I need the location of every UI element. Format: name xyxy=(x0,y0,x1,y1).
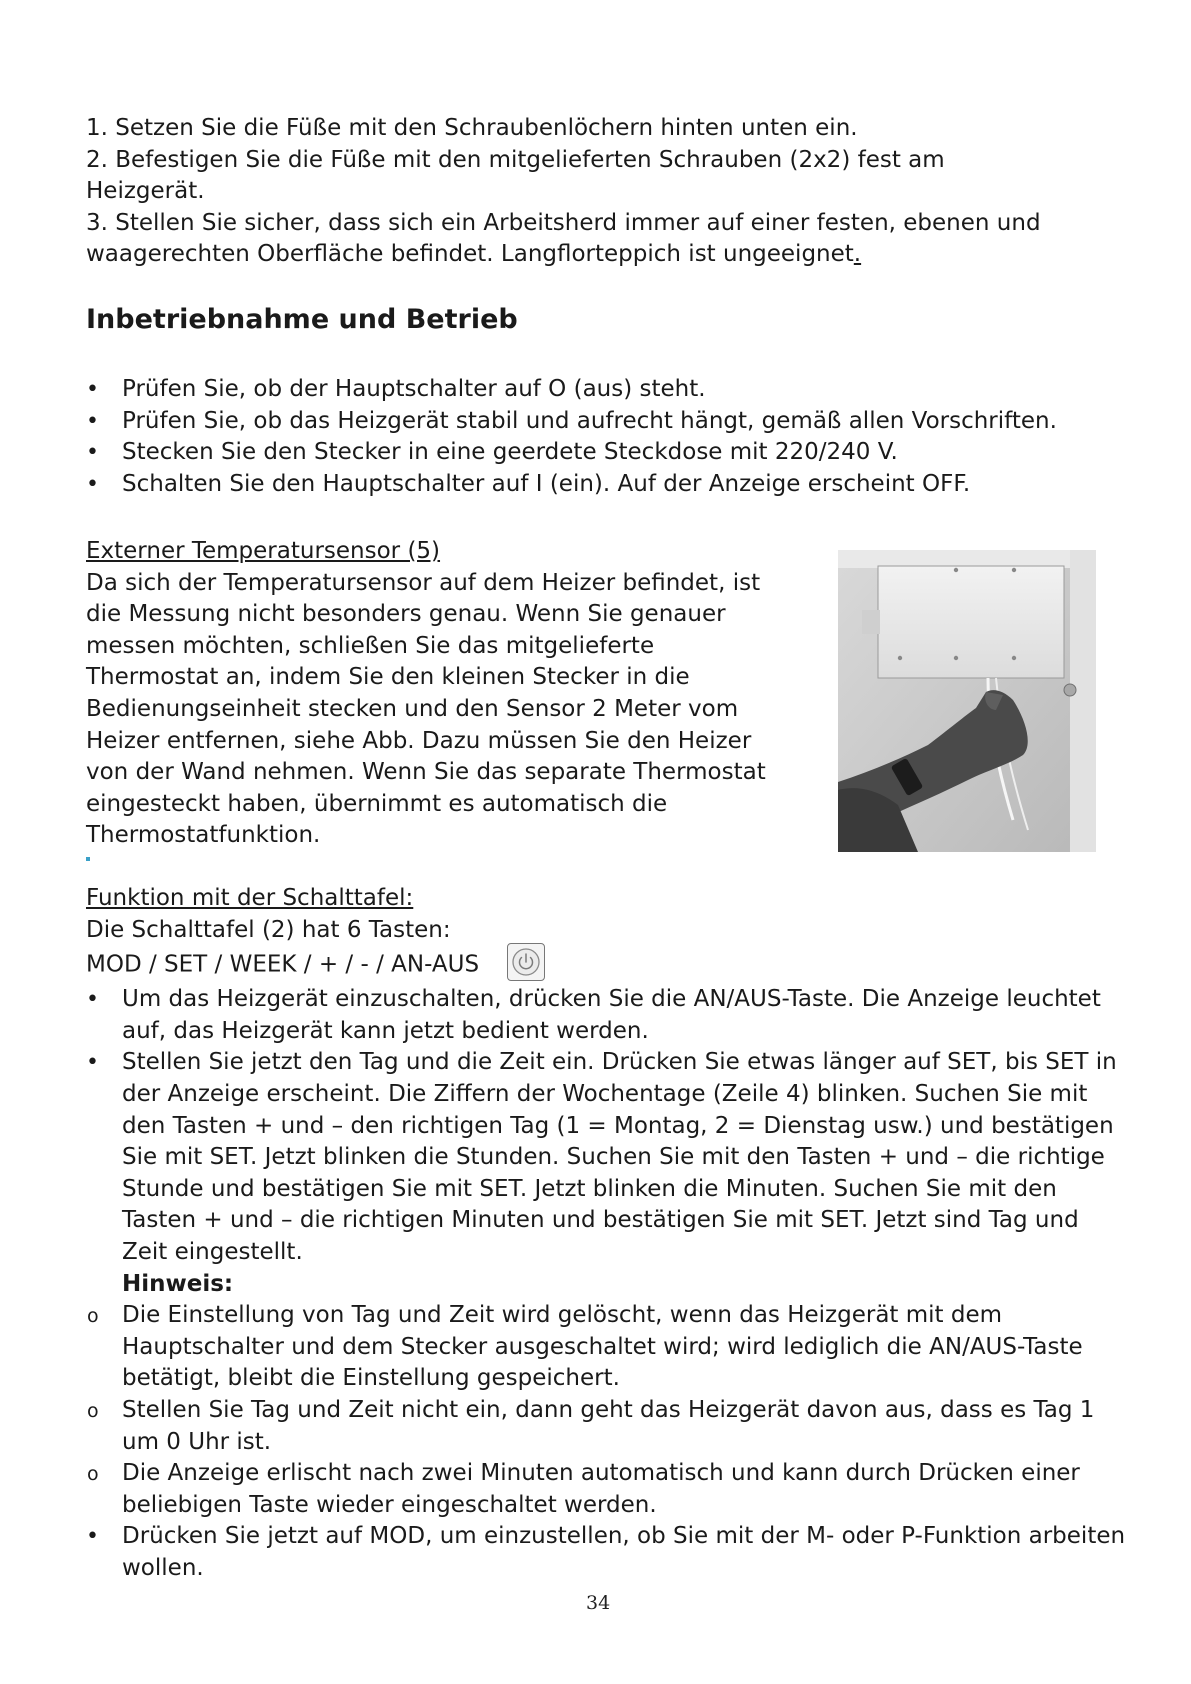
panel-section xyxy=(86,883,1126,1584)
step-2-cont: Heizgerät. xyxy=(86,178,205,205)
list-item xyxy=(86,1047,1126,1521)
sensor-line: messen möchten, schließen Sie das mitgelieferte xyxy=(86,632,655,659)
sensor-line: die Messung nicht besonders genau. Wenn Sie genauer xyxy=(86,601,726,628)
power-button-image xyxy=(507,943,545,981)
note-list xyxy=(86,1300,1126,1521)
list-item: • Schalten Sie den Hauptschalter auf I (ein). Auf der Anzeige erscheint OFF. xyxy=(86,469,1146,501)
list-item: • Um das Heizgerät einzuschalten, drücken Sie die AN/AUS-Taste. Die Anzeige leuchtet auf, das Heizgerät kann jetzt bedient werden. xyxy=(86,984,1126,1047)
assembly-steps xyxy=(86,113,1041,271)
panel-line-1: Die Schalttafel (2) hat 6 Tasten: xyxy=(86,916,451,943)
note-label: Hinweis: xyxy=(122,1270,234,1297)
step-3: 3. Stellen Sie sicher, dass sich ein Arbeitsherd immer auf einer festen, ebenen und xyxy=(86,209,1041,236)
stray-dot xyxy=(86,857,90,861)
panel-title: Funktion mit der Schalttafel: xyxy=(86,885,414,911)
sensor-section xyxy=(86,536,806,852)
sensor-line: Bedienungseinheit stecken und den Sensor 2 Meter vom xyxy=(86,695,739,722)
sensor-line: Thermostat an, indem Sie den kleinen Stecker in die xyxy=(86,664,690,691)
panel-keys: MOD / SET / WEEK / + / - / AN-AUS xyxy=(86,951,480,978)
note-item: o Die Einstellung von Tag und Zeit wird gelöscht, wenn das Heizgerät mit dem Hauptschalter und dem Stecker ausgeschaltet wird; wird lediglich die AN/AUS-Taste betätigt, bleibt die Einstellung gespeichert. xyxy=(86,1300,1126,1395)
list-item: • Stecken Sie den Stecker in eine geerdete Steckdose mit 220/240 V. xyxy=(86,437,1146,469)
list-item: • Drücken Sie jetzt auf MOD, um einzustellen, ob Sie mit der M- oder P-Funktion arbeiten wollen. xyxy=(86,1521,1126,1584)
page-number: 34 xyxy=(586,1592,611,1614)
step-3-period: . xyxy=(853,241,862,268)
step-1: 1. Setzen Sie die Füße mit den Schraubenlöchern hinten unten ein. xyxy=(86,115,858,141)
section-heading: Inbetriebnahme und Betrieb xyxy=(86,304,518,335)
note-item: o Die Anzeige erlischt nach zwei Minuten automatisch und kann durch Drücken einer beliebigen Taste wieder eingeschaltet werden. xyxy=(86,1458,1126,1521)
list-item: • Prüfen Sie, ob der Hauptschalter auf O (aus) steht. xyxy=(86,374,1146,406)
operation-list xyxy=(86,374,1146,500)
sensor-line: Da sich der Temperatursensor auf dem Heizer befindet, ist xyxy=(86,569,761,596)
panel-list xyxy=(86,984,1126,1584)
step-3-text: waagerechten Oberfläche befindet. Langflorteppich ist ungeeignet xyxy=(86,241,854,268)
step-2: 2. Befestigen Sie die Füße mit den mitgelieferten Schrauben (2x2) fest am xyxy=(86,146,945,173)
sensor-title: Externer Temperatursensor (5) xyxy=(86,538,441,564)
list-item-text: Stellen Sie jetzt den Tag und die Zeit ein. Drücken Sie etwas länger auf SET, bis SET in der Anzeige erscheint. Die Ziffern der Wochentage (Zeile 4) blinken. Suchen Sie mit den Tasten + und – den richtigen Tag (1 = Montag, 2 = Dienstag usw.) und bestätigen Sie mit SET. Jetzt blinken die Stunden. Suchen Sie mit den Tasten + und – die richtige Stunde und bestätigen Sie mit SET. Jetzt blinken die Minuten. Suchen Sie mit den Tasten + und – die richtigen Minuten und bestätigen Sie mit SET. Jetzt sind Tag und Zeit eingestellt. xyxy=(122,1049,1117,1265)
note-item: o Stellen Sie Tag und Zeit nicht ein, dann geht das Heizgerät davon aus, dass es Tag 1 um 0 Uhr ist. xyxy=(86,1395,1126,1458)
sensor-line: eingesteckt haben, übernimmt es automatisch die xyxy=(86,790,668,817)
sensor-line: von der Wand nehmen. Wenn Sie das separate Thermostat xyxy=(86,759,766,786)
panel-line-2 xyxy=(86,946,1126,984)
sensor-line: Thermostatfunktion. xyxy=(86,822,321,849)
power-icon xyxy=(508,944,544,980)
step-3-cont xyxy=(86,239,1041,271)
list-item: • Prüfen Sie, ob das Heizgerät stabil und aufrecht hängt, gemäß allen Vorschriften. xyxy=(86,406,1146,438)
sensor-photo xyxy=(838,550,1096,852)
sensor-line: Heizer entfernen, siehe Abb. Dazu müssen Sie den Heizer xyxy=(86,727,752,754)
